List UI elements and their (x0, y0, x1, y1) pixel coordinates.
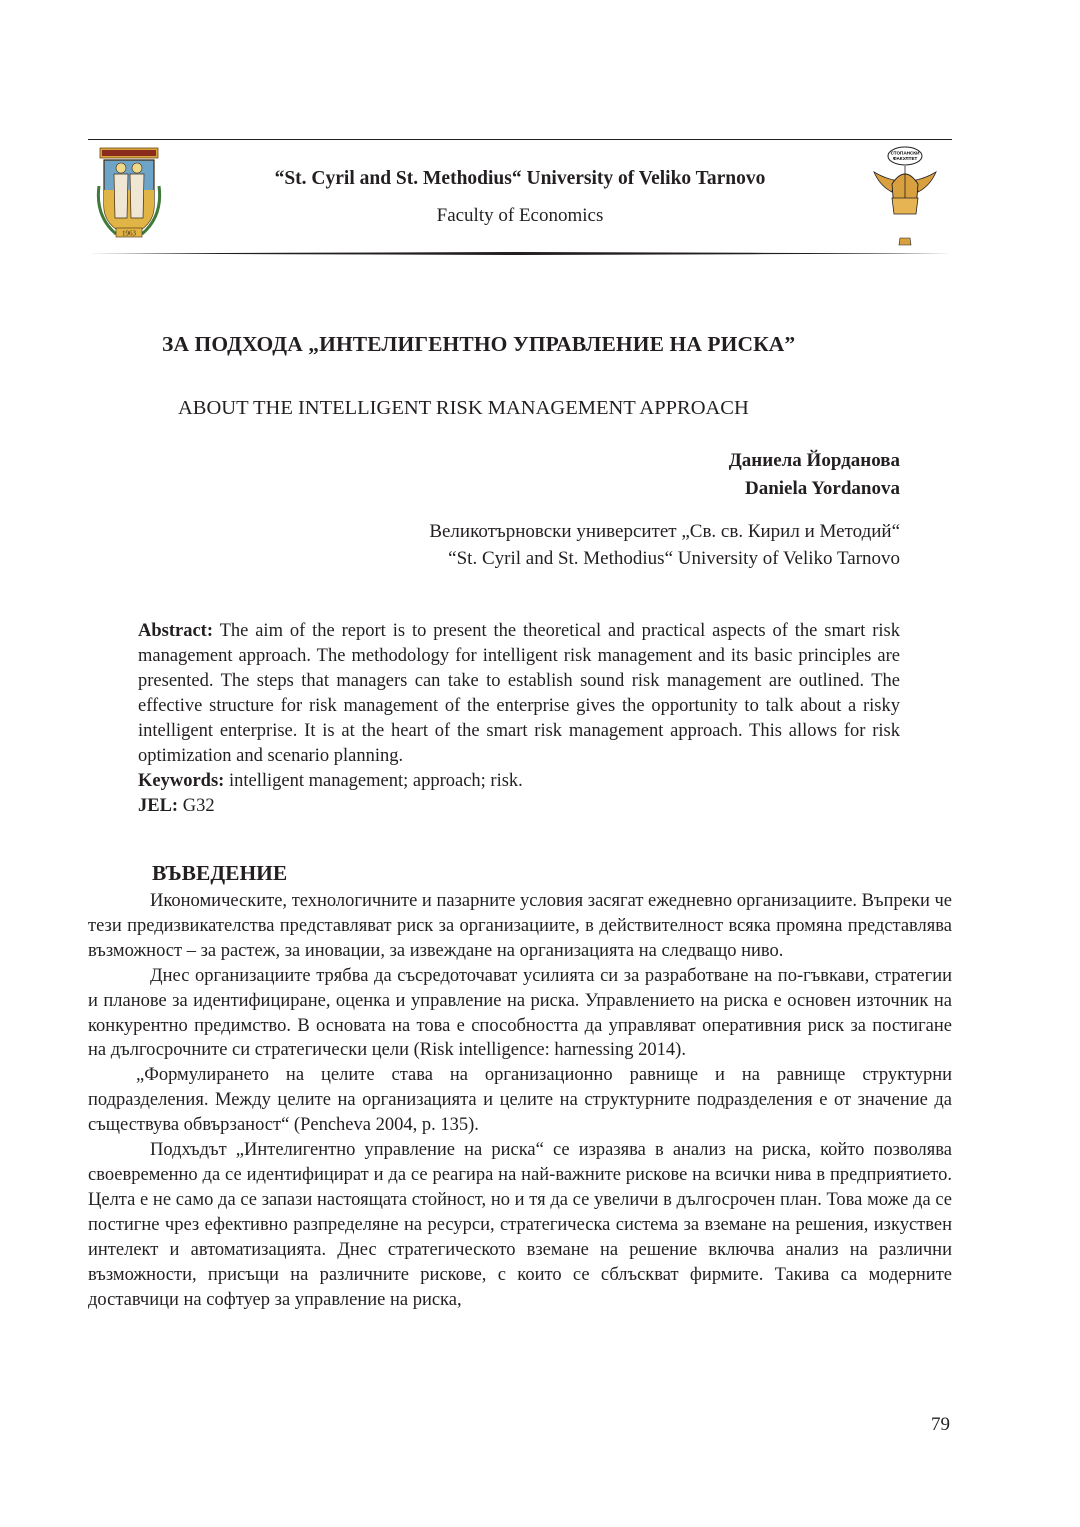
header-bottom-rule (88, 252, 952, 255)
body-paragraph: Днес организациите трябва да съсредоточават усилията си за разработване на по-гъвкави, стратегии и планове за идентифициране, оценка и управление на риска. Управлението на риска е основен източник на конкурентно предимство. В основата на това е способността да управляват оперативния риск за постигане на дългосрочните си стратегически цели (Risk intelligence: harnessing 2014). (88, 965, 952, 1061)
title-english: ABOUT THE INTELLIGENT RISK MANAGEMENT APPROACH (178, 397, 749, 419)
header-faculty: Faculty of Economics (436, 205, 604, 226)
keywords-line (138, 769, 900, 794)
title-bulgarian: ЗА ПОДХОДА „ИНТЕЛИГЕНТНО УПРАВЛЕНИЕ НА РИСКА” (162, 332, 796, 356)
author-name-english: Daniela Yordanova (744, 478, 900, 499)
body-paragraph: „Формулирането на целите става на организационно равнище и на равнище структурни подразделения. Между целите на организацията и целите на структурните подразделения е от значение да съществува обвързаност“ (Pencheva 2004, p. 135). (88, 1065, 952, 1136)
jel-text: G32 (178, 796, 215, 816)
section-heading-introduction: ВЪВЕДЕНИЕ (152, 861, 288, 885)
faculty-emblem-icon (870, 142, 940, 250)
body-paragraph: Подхъдът „Интелигентно управление на риска“ се изразява в анализ на риска, който позволява своевременно да се идентифицират и да се реагира на най-важните рискове на всички нива в предприятието. Целта е не само да се запази настоящата стойност, но и тя да се увеличи в дългосрочен план. Това може да се постигне чрез ефективно разпределяне на ресурси, стратегическа система за вземане на решения, изкуствен интелект и автоматизацията. Днес стратегическото вземане на решение включва анализ на различни възможности, присъщи на различните рискове, с които се сблъскват фирмите. Такива са модерните доставчици на софтуер за управление на риска, (88, 1140, 952, 1310)
jel-line (138, 794, 900, 819)
abstract-label: Abstract: (138, 621, 214, 641)
jel-label: JEL: (138, 796, 179, 816)
header-top-rule (88, 139, 952, 140)
header-university: “St. Cyril and St. Methodius“ University of Veliko Tarnovo (274, 168, 766, 189)
keywords-label: Keywords: (138, 771, 225, 791)
introduction-body (88, 889, 952, 1312)
keywords-text: intelligent management; approach; risk. (224, 771, 523, 791)
emblem-text-2: ФАКУЛТЕТ (892, 156, 918, 161)
abstract-block (138, 619, 900, 819)
crest-year: 1963 (122, 229, 136, 238)
author-name-bulgarian: Даниела Йорданова (728, 450, 900, 471)
affiliation-english: “St. Cyril and St. Methodius“ University of Veliko Tarnovo (448, 548, 900, 569)
affiliation-bulgarian: Великотърновски университет „Св. св. Кирил и Методий“ (429, 521, 900, 542)
abstract-paragraph (138, 619, 900, 769)
university-crest-icon (96, 146, 162, 244)
page-number: 79 (931, 1414, 950, 1435)
body-paragraph: Икономическите, технологичните и пазарните условия засягат ежедневно организациите. Въпреки че тези предизвикателства представляват риск за организациите, в действителност всяка промяна представлява възможност – за растеж, за иновации, за извеждане на организацията на следващо ниво. (88, 891, 952, 961)
emblem-text-1: СТОПАНСКИ (890, 150, 920, 156)
abstract-text: The aim of the report is to present the theoretical and practical aspects of the smart risk management approach. The methodology for intelligent risk management and its basic principles are presented. The steps that managers can take to establish sound risk management are outlined. The effective structure for risk management of the enterprise gives the opportunity to talk about a risky intelligent enterprise. It is at the heart of the smart risk management approach. This allows for risk optimization and scenario planning. (138, 621, 900, 766)
